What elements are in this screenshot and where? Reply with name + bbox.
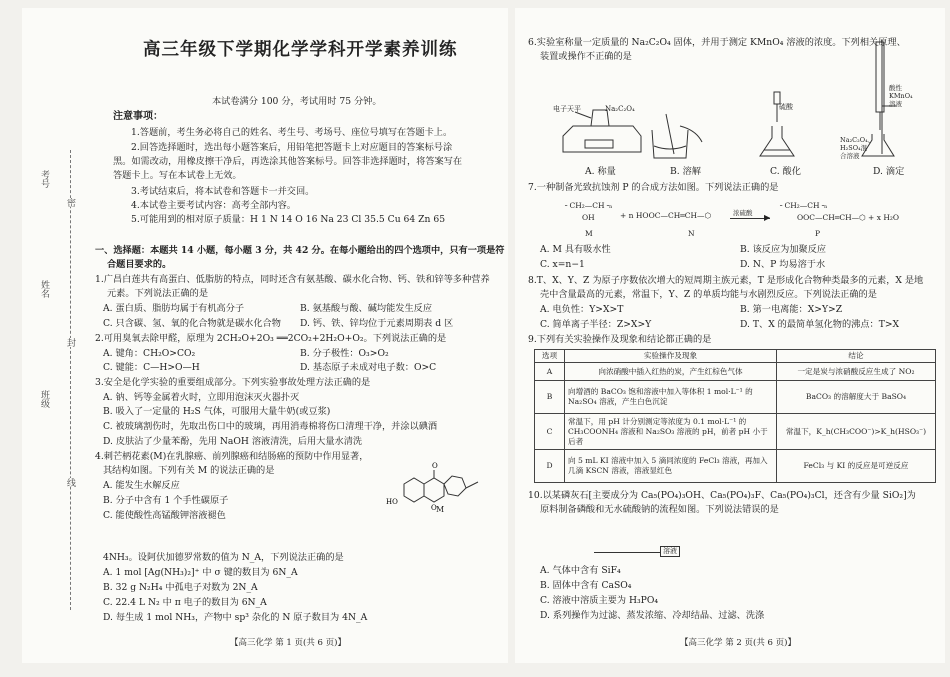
class-label: 班级 (39, 390, 49, 408)
q10-stem: 10.以某磷灰石[主要成分为 Ca₅(PO₄)₃OH、Ca₅(PO₄)₃F、Ca₅(PO₄)₃Cl，还含有少量 SiO₂]为 (528, 490, 916, 501)
page-footer: 【高三化学 第 1 页(共 6 页)】 (230, 638, 346, 648)
hydroxyl-label: HO (386, 498, 398, 506)
table-header-cell: 实验操作及现象 (565, 350, 777, 363)
q5-stem: 4NH₃。设阿伏加德罗常数的值为 N_A，下列说法正确的是 (103, 552, 344, 563)
q10-option: C. 溶液中溶质主要为 H₃PO₄ (540, 595, 659, 606)
q7-product-p-group: OOC—CH═CH—⬡ + x H₂O (797, 213, 900, 222)
table-cell: D (535, 450, 565, 483)
q6-option-b: B. 溶解 (670, 166, 701, 177)
q4-option: B. 分子中含有 1 个手性碳原子 (103, 495, 229, 506)
table-row (535, 363, 936, 381)
ring-oxygen-label: O (431, 504, 437, 512)
q6-option-a: A. 称量 (585, 166, 616, 177)
q10-option: B. 固体中含有 CaSO₄ (540, 580, 632, 591)
table-cell: FeCl₃ 与 KI 的反应是可逆反应 (777, 450, 936, 483)
q4-option: C. 能使酸性高锰酸钾溶液褪色 (103, 510, 226, 521)
label-n: N (688, 229, 695, 238)
label-m: M (585, 229, 593, 238)
q6-option-c: C. 酸化 (770, 166, 801, 177)
q10-stem: 原料制备磷酸和无水硫酸钠的流程如图。下列说法错误的是 (540, 504, 779, 515)
q3-option: A. 钠、钙等金属着火时，立即用泡沫灭火器扑灭 (103, 392, 300, 403)
flask-label-2: H₂SO₄混 (840, 144, 868, 152)
q7-stem: 7.一种制备光致抗蚀剂 P 的合成方法如图。下列说法正确的是 (528, 182, 779, 193)
note-line: 2.回答选择题时，选出每小题答案后，用铅笔把答题卡上对应题目的答案标号涂 (131, 142, 453, 153)
q9-stem: 9.下列有关实验操作及现象和结论都正确的是 (528, 334, 712, 345)
flow-line (594, 552, 660, 553)
table-row (535, 450, 936, 483)
table-cell: 常温下，K_h(CH₃COO⁻)>K_h(HSO₃⁻) (777, 414, 936, 450)
salt-label: Na₂C₂O₄ (605, 105, 635, 113)
q1-option-a: A. 蛋白质、脂肪均属于有机高分子 (103, 303, 245, 314)
q10-option: D. 系列操作为过滤、蒸发浓缩、冷却结晶、过滤、洗涤 (540, 610, 765, 621)
notes-title: 注意事项： (113, 111, 163, 122)
seal-char: 封 (65, 338, 75, 347)
table-header-cell: 结论 (777, 350, 936, 363)
q7-reactant-n: + n HOOC—CH═CH—⬡ (620, 211, 712, 220)
q1-option-c: C. 只含碳、氢、氧的化合物就是碳水化合物 (103, 318, 281, 329)
arrow-head: ▶ (764, 213, 771, 222)
q4-stem: 其结构如图。下列有关 M 的说法正确的是 (103, 465, 275, 476)
q3-option: C. 被玻璃割伤时，先取出伤口中的玻璃，再用消毒棉将伤口清理干净，并涂以碘酒 (103, 421, 438, 432)
q7-option-c: C. x=n−1 (540, 259, 585, 270)
q5-option: A. 1 mol [Ag(NH₃)₂]⁺ 中 σ 键的数目为 6N_A (103, 567, 298, 578)
balance-label: 电子天平 (553, 105, 581, 113)
q4-option: A. 能发生水解反应 (103, 480, 180, 491)
q8-option-c: C. 简单离子半径：Z>X>Y (540, 319, 652, 330)
q2-option-d: D. 基态原子未成对电子数：O>C (300, 362, 437, 373)
q7-reactant-m: ╴CH₂—CH╶ₙ (565, 201, 613, 210)
q9-experiment-table (534, 349, 936, 483)
seal-char: 线 (65, 478, 75, 487)
q4-stem: 4.刺芒柄花素(M)在乳腺癌、前列腺癌和结肠癌的预防中作用显著， (95, 451, 369, 462)
q7-reactant-m-group: OH (582, 213, 595, 222)
kmno4-label-2: KMnO₄ (889, 92, 913, 100)
q2-option-c: C. 键能：C—H>O—H (103, 362, 200, 373)
table-cell: 向 5 mL KI 溶液中加入 5 滴同浓度的 FeCl₃ 溶液，再加入几滴 KSCN 溶液，溶液显红色 (565, 450, 777, 483)
q6-option-d: D. 滴定 (873, 166, 905, 177)
section-heading: 合题目要求的。 (107, 259, 172, 270)
name-label: 姓名 (39, 280, 49, 298)
carbonyl-oxygen-label: O (432, 462, 438, 470)
table-cell: C (535, 414, 565, 450)
q8-stem: 壳中含量最高的元素，常温下，Y、Z 的单质均能与水剧烈反应。下列说法正确的是 (540, 289, 877, 300)
q8-option-a: A. 电负性：Y>X>T (540, 304, 624, 315)
q7-product-p: ╴CH₂—CH╶ₙ (780, 201, 828, 210)
q7-condition: 浓硫酸 (733, 209, 753, 217)
table-cell: 向增酒的 BaCO₃ 饱和溶液中加入等体积 1 mol·L⁻¹ 的 Na₂SO₄ 溶液，产生白色沉淀 (565, 381, 777, 414)
kmno4-label-3: 溶液 (889, 100, 902, 108)
q7-option-d: D. N、P 均易溶于水 (740, 259, 826, 270)
q2-stem: 2.可用臭氧去除甲醛，原理为 2CH₂O+2O₃ ══2CO₂+2H₂O+O₂。下列说法正确的是 (95, 333, 447, 344)
q5-option: B. 32 g N₂H₄ 中孤电子对数为 2N_A (103, 582, 258, 593)
flask-label-1: Na₂C₂O₄、 (840, 136, 875, 144)
exam-number-label: 考号 (39, 170, 49, 188)
label-p: P (815, 229, 821, 238)
molecule-label: M (436, 505, 445, 514)
note-line: 4.本试卷主要考试内容：高考全部内容。 (131, 200, 296, 211)
q1-option-b: B. 氨基酸与酸、碱均能发生反应 (300, 303, 433, 314)
flask-label-3: 合溶液 (840, 152, 860, 160)
q3-option: B. 吸入了一定量的 H₂S 气体，可服用大量牛奶(或豆浆) (103, 406, 331, 417)
note-line: 1.答题前，考生务必将自己的姓名、考生号、考场号、座位号填写在答题卡上。 (131, 127, 453, 138)
table-cell: BaCO₃ 的溶解度大于 BaSO₄ (777, 381, 936, 414)
q6-stem: 装置或操作不正确的是 (540, 51, 632, 62)
table-row (535, 381, 936, 414)
table-header-cell: 选项 (535, 350, 565, 363)
note-line: 5.可能用到的相对原子质量：H 1 N 14 O 16 Na 23 Cl 35.5 Cu 64 Zn 65 (131, 214, 446, 225)
table-cell: B (535, 381, 565, 414)
section-heading: 一、选择题：本题共 14 小题，每小题 3 分，共 42 分。在每小题给出的四个选项中，只有一项是符 (95, 245, 505, 256)
table-row (535, 414, 936, 450)
q1-option-d: D. 钙、铁、锌均位于元素周期表 d 区 (300, 318, 454, 329)
q8-stem: 8.T、X、Y、Z 为原子序数依次增大的短周期主族元素，T 是形成化合物种类最多的元素，X 是地 (528, 275, 924, 286)
table-cell: A (535, 363, 565, 381)
q5-option: C. 22.4 L N₂ 中 π 电子的数目为 6N_A (103, 597, 267, 608)
acid-label: 硫酸 (779, 103, 793, 111)
q10-option: A. 气体中含有 SiF₄ (540, 565, 621, 576)
exam-title: 高三年级下学期化学学科开学素养训练 (143, 40, 458, 60)
table-cell: 常温下，用 pH 计分别测定等浓度为 0.1 mol·L⁻¹ 的 CH₃COONH₄ 溶液和 Na₂SO₃ 溶液的 pH，前者 pH 小于后者 (565, 414, 777, 450)
note-line: 黑。如需改动，用橡皮擦干净后，再选涂其他答案标号。回答非选择题时，将答案写在 (113, 156, 463, 167)
table-cell: 一定是炭与浓硝酸反应生成了 NO₂ (777, 363, 936, 381)
q6-stem: 6.实验室称量一定质量的 Na₂C₂O₄ 固体，并用于测定 KMnO₄ 溶液的浓度。下列相关原理、 (528, 37, 906, 48)
binding-dashed-line (70, 150, 71, 610)
table-header-row (535, 350, 936, 363)
note-line: 3.考试结束后，将本试卷和答题卡一并交回。 (131, 186, 315, 197)
q7-option-a: A. M 具有吸水性 (540, 244, 611, 255)
dissolving-beaker-diagram (640, 108, 710, 163)
page-footer: 【高三化学 第 2 页(共 6 页)】 (680, 638, 796, 648)
q3-stem: 3.安全是化学实验的重要组成部分。下列实验事故处理方法正确的是 (95, 377, 371, 388)
q2-option-a: A. 键角：CH₂O>CO₂ (103, 348, 196, 359)
seal-char: 密 (65, 198, 75, 207)
q8-option-d: D. T、X 的最简单氢化物的沸点：T>X (740, 319, 900, 330)
q5-option: D. 每生成 1 mol NH₃，产物中 sp³ 杂化的 N 原子数目为 4N_A (103, 612, 368, 623)
q1-stem: 元素。下列说法正确的是 (107, 288, 209, 299)
score-line: 本试卷满分 100 分，考试用时 75 分钟。 (212, 96, 382, 107)
q1-stem: 1.广昌白莲共有高蛋白、低脂肪的特点，同时还含有氨基酸、碳水化合物、钙、铁和锌等多种营养 (95, 274, 490, 285)
flow-box: 溶液 (660, 546, 680, 557)
q3-option: D. 皮肤沾了少量苯酚，先用 NaOH 溶液清洗，后用大量水清洗 (103, 436, 363, 447)
kmno4-label-1: 酸性 (889, 84, 902, 92)
table-cell: 向浓硝酸中插入红热的炭，产生红棕色气体 (565, 363, 777, 381)
q2-option-b: B. 分子极性：O₃>O₂ (300, 348, 389, 359)
q7-option-b: B. 该反应为加聚反应 (740, 244, 827, 255)
q8-option-b: B. 第一电离能：X>Y>Z (740, 304, 843, 315)
note-line: 答题卡上。写在本试卷上无效。 (113, 170, 242, 181)
